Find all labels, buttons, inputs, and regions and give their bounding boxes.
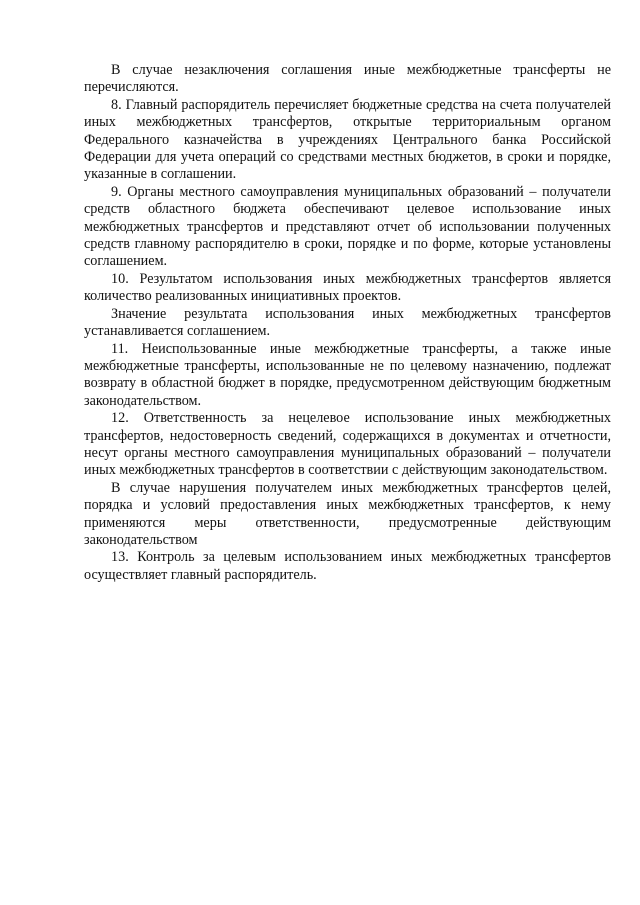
paragraph-8-transfer-of-funds: 8. Главный распорядитель перечисляет бюджетные средства на счета получателей иных межбюджетных трансфертов, открытые территориальным органом Федерального казначейства в учреждениях Центрального банка Российской Федерации для учета операций со средствами местных бюджетов, в сроки и порядке, указанные в соглашении. — [84, 96, 611, 183]
document-body — [84, 62, 611, 584]
paragraph-12-responsibility: 12. Ответственность за нецелевое использование иных межбюджетных трансфертов, недостоверность сведений, содержащихся в документах и отчетности, несут органы местного самоуправления муниципальных образований – получатели иных межбюджетных трансфертов в соответствии с действующим законодательством. — [84, 410, 611, 479]
paragraph-result-value: Значение результата использования иных межбюджетных трансфертов устанавливается соглашением. — [84, 305, 611, 340]
paragraph-no-agreement: В случае незаключения соглашения иные межбюджетные трансферты не перечисляются. — [84, 62, 611, 96]
paragraph-violation-measures: В случае нарушения получателем иных межбюджетных трансфертов целей, порядка и условий предоставления иных межбюджетных трансфертов, к нему применяются меры ответственности, предусмотренные действующим законодательством — [84, 479, 611, 548]
paragraph-10-result-of-use: 10. Результатом использования иных межбюджетных трансфертов является количество реализованных инициативных проектов. — [84, 270, 611, 305]
paragraph-11-return-of-unused: 11. Неиспользованные иные межбюджетные трансферты, а также иные межбюджетные трансферты, использованные не по целевому назначению, подлежат возврату в областной бюджет в порядке, предусмотренном действующим бюджетным законодательством. — [84, 340, 611, 409]
paragraph-13-control: 13. Контроль за целевым использованием иных межбюджетных трансфертов осуществляет главный распорядитель. — [84, 549, 611, 583]
paragraph-9-target-use-and-report: 9. Органы местного самоуправления муниципальных образований – получатели средств областного бюджета обеспечивают целевое использование иных межбюджетных трансфертов и представляют отчет об использовании полученных средств главному распорядителю в сроки, порядке и по форме, которые установлены соглашением. — [84, 183, 611, 270]
